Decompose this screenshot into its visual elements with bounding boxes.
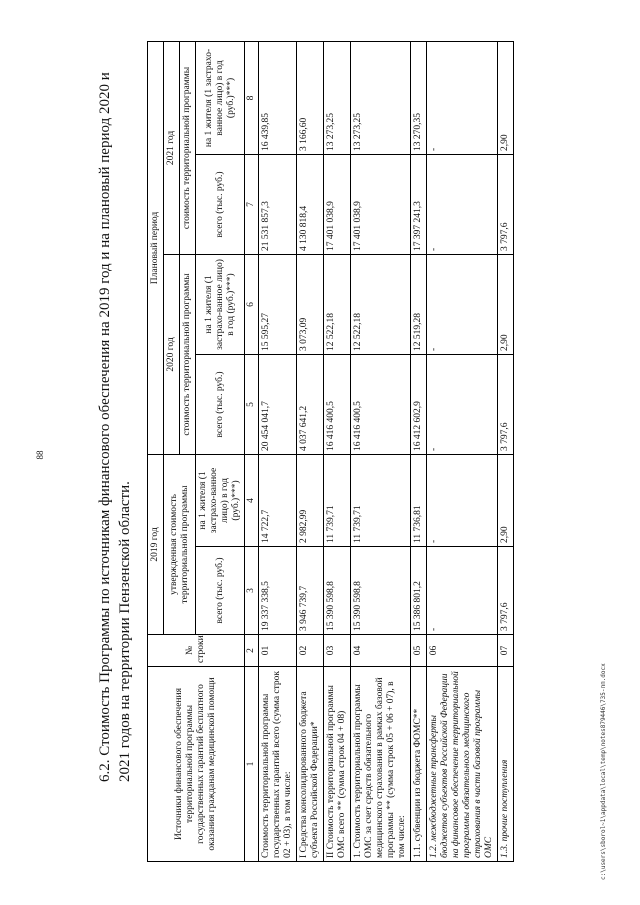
row-number: 05 xyxy=(411,635,427,667)
header-per-capita-2019: на 1 жителя (1 застрахо-ванное лицо) в год (руб.)***) xyxy=(196,454,245,546)
file-path-footnote: c:\users\sborol~1\appdata\local\temp\notes879446\735-пп.docx xyxy=(600,663,607,880)
cell-value: 3 946 739,7 xyxy=(297,547,324,635)
cell-value: 20 454 041,7 xyxy=(259,354,297,454)
row-name: II Стоимость территориальной программы ОМС всего ** (сумма строк 04 + 08) xyxy=(324,667,351,862)
header-total-2021: всего (тыс. руб.) xyxy=(196,154,245,254)
cell-value: 3 166,60 xyxy=(297,41,324,154)
row-name: 1.3. прочие поступления xyxy=(498,667,514,862)
cell-value: 21 531 857,3 xyxy=(259,154,297,254)
cell-value: 13 273,25 xyxy=(324,41,351,154)
cell-value: 16 439,85 xyxy=(259,41,297,154)
cell-value: 15 390 598,8 xyxy=(351,547,411,635)
row-number: 04 xyxy=(351,635,411,667)
cell-value: 2,90 xyxy=(498,254,514,354)
row-name: Стоимость территориальной программы государственных гарантий всего (сумма строк 02 + 03), в том числе: xyxy=(259,667,297,862)
cell-value: 2,90 xyxy=(498,41,514,154)
col-index: 8 xyxy=(245,41,259,154)
row-number: 06 xyxy=(427,635,498,667)
row-number: 07 xyxy=(498,635,514,667)
header-year-2019: 2019 год xyxy=(148,454,164,634)
cell-value: 16 416 400,5 xyxy=(324,354,351,454)
cell-value: - xyxy=(427,154,498,254)
cell-value: 17 401 038,9 xyxy=(351,154,411,254)
col-index: 1 xyxy=(245,667,259,862)
col-index: 4 xyxy=(245,454,259,546)
col-index: 5 xyxy=(245,354,259,454)
cell-value: - xyxy=(427,254,498,354)
cell-value: - xyxy=(427,547,498,635)
cell-value: - xyxy=(427,354,498,454)
header-per-capita-2020: на 1 жителя (1 застрахо-ванное лицо) в год (руб.)***) xyxy=(196,254,245,354)
cell-value: 15 386 801,2 xyxy=(411,547,427,635)
cell-value: 3 073,09 xyxy=(297,254,324,354)
cell-value: 2 982,99 xyxy=(297,454,324,546)
cell-value: 13 270,35 xyxy=(411,41,427,154)
row-name: 1. Стоимость территориальной программы ОМС за счет средств обязательного медицинского страхования в рамках базовой программы ** (сумма строк 05 + 06 + 07), в том числе: xyxy=(351,667,411,862)
cell-value: 11 736,81 xyxy=(411,454,427,546)
col-index: 2 xyxy=(245,635,259,667)
cell-value: 15 390 598,8 xyxy=(324,547,351,635)
header-cost-2020: стоимость территориальной программы xyxy=(180,254,196,454)
cell-value: 4 037 641,2 xyxy=(297,354,324,454)
cell-value: 3 797,6 xyxy=(498,547,514,635)
col-index: 6 xyxy=(245,254,259,354)
table-row xyxy=(498,41,514,861)
cell-value: 14 722,7 xyxy=(259,454,297,546)
col-index: 7 xyxy=(245,154,259,254)
cell-value: 12 522,18 xyxy=(351,254,411,354)
row-name: 1.2. межбюджетные трансферты бюджетов субъектов Российской Федерации на финансовое обеспечение территориальной программы обязательного медицинского страхования в части базовой программы ОМС xyxy=(427,667,498,862)
header-year-2021: 2021 год xyxy=(164,41,180,254)
row-number: 03 xyxy=(324,635,351,667)
row-number: 01 xyxy=(259,635,297,667)
cell-value: - xyxy=(427,41,498,154)
table-row xyxy=(297,41,324,861)
cell-value: 16 416 400,5 xyxy=(351,354,411,454)
header-planned-period: Плановый период xyxy=(148,41,164,454)
row-number: 02 xyxy=(297,635,324,667)
table-row xyxy=(259,41,297,861)
table-row xyxy=(411,41,427,861)
cell-value: 3 797,6 xyxy=(498,354,514,454)
cell-value: - xyxy=(427,454,498,546)
header-total-2020: всего (тыс. руб.) xyxy=(196,354,245,454)
col-index: 3 xyxy=(245,547,259,635)
cell-value: 15 595,27 xyxy=(259,254,297,354)
rotated-page xyxy=(95,42,615,882)
section-heading: 6.2. Стоимость Программы по источникам финансового обеспечения на 2019 год и на плановый период 2020 и 2021 годов на территории Пензенской области. xyxy=(97,72,133,782)
cell-value: 17 397 241,3 xyxy=(411,154,427,254)
cell-value: 11 739,71 xyxy=(351,454,411,546)
cell-value: 16 412 602,9 xyxy=(411,354,427,454)
table-row xyxy=(427,41,498,861)
header-total-2019: всего (тыс. руб.) xyxy=(196,547,245,635)
cell-value: 19 337 338,5 xyxy=(259,547,297,635)
header-per-capita-2021: на 1 жителя (1 застрахо-ванное лицо) в год (руб.)***) xyxy=(196,41,245,154)
cell-value: 4 130 818,4 xyxy=(297,154,324,254)
financing-table xyxy=(147,41,514,862)
header-sources: Источники финансового обеспечения территориальной программы государственных гарантий бесплатного оказания гражданам медицинской помощи xyxy=(148,667,245,862)
header-cost-2021: стоимость территориальной программы xyxy=(180,41,196,254)
cell-value: 13 273,25 xyxy=(351,41,411,154)
cell-value: 3 797,6 xyxy=(498,154,514,254)
page-number: 88 xyxy=(35,450,45,460)
cell-value: 12 519,28 xyxy=(411,254,427,354)
row-name: 1.1. субвенции из бюджета ФОМС** xyxy=(411,667,427,862)
row-name: I Средства консолидированного бюджета субъекта Российской Федерации* xyxy=(297,667,324,862)
cell-value: 12 522,18 xyxy=(324,254,351,354)
header-year-2020: 2020 год xyxy=(164,254,180,454)
cell-value: 11 739,71 xyxy=(324,454,351,546)
table-row xyxy=(351,41,411,861)
table-row xyxy=(324,41,351,861)
cell-value: 2,90 xyxy=(498,454,514,546)
header-row-no: № строки xyxy=(148,635,245,667)
cell-value: 17 401 038,9 xyxy=(324,154,351,254)
header-approved-cost: утвержденная стоимость территориальной программы xyxy=(164,454,196,634)
